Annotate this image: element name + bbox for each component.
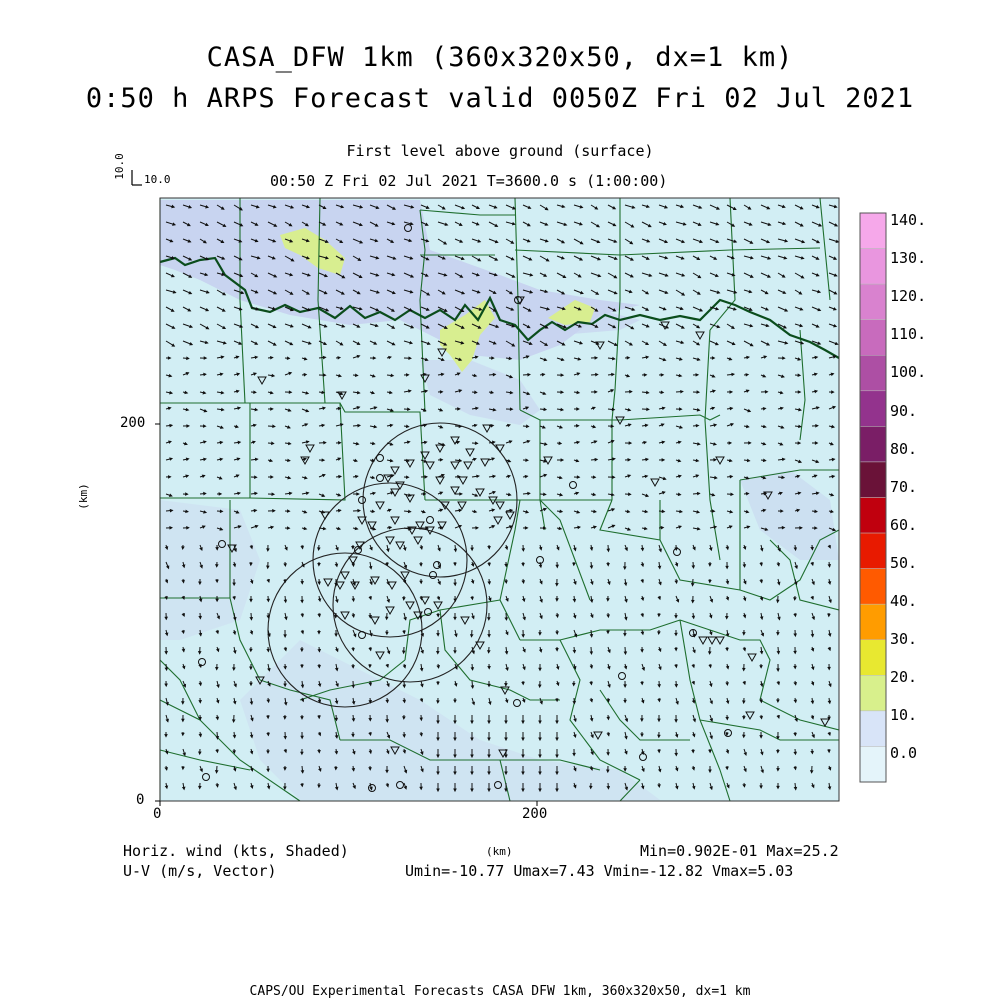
wind-vector-head <box>577 408 579 410</box>
wind-vector-head <box>777 786 779 788</box>
colorbar-label: 100. <box>890 363 927 382</box>
wind-vector-head <box>454 651 456 653</box>
wind-vector-head <box>556 789 558 791</box>
wind-vector-head <box>165 735 167 737</box>
wind-vector-head <box>199 582 201 584</box>
wind-vector-head <box>219 493 221 495</box>
colorbar-swatch <box>860 213 886 249</box>
wind-vector-head <box>271 476 273 478</box>
wind-vector-head <box>454 721 456 723</box>
wind-vector-head <box>250 667 252 669</box>
wind-vector-head <box>373 357 375 359</box>
colorbar-swatch <box>860 249 886 285</box>
wind-vector-head <box>798 442 800 444</box>
wind-vector-head <box>437 738 439 740</box>
y-tick-200: 200 <box>120 415 146 431</box>
wind-vector-head <box>488 755 490 757</box>
chart-title: CASA_DFW 1km (360x320x50, dx=1 km) <box>206 42 794 73</box>
footer-credit: CAPS/OU Experimental Forecasts CASA DFW 1km, 360x320x50, dx=1 km <box>249 984 751 999</box>
wind-vector-head <box>539 755 541 757</box>
wind-vector-head <box>386 632 388 634</box>
wind-vector-head <box>471 721 473 723</box>
x-axis-unit: (km) <box>486 845 513 858</box>
wind-vector-head <box>471 738 473 740</box>
colorbar-label: 140. <box>890 211 927 229</box>
wind-vector-head <box>454 755 456 757</box>
wind-vector-head <box>458 408 460 410</box>
wind-vector-head <box>798 391 800 393</box>
colorbar-swatch <box>860 711 886 747</box>
wind-vector-head <box>709 564 711 566</box>
wind-vector-head <box>696 374 698 376</box>
colorbar-swatch <box>860 320 886 356</box>
colorbar-label: 110. <box>890 325 927 344</box>
wind-vector-head <box>301 752 303 754</box>
wind-vector-head <box>832 391 834 393</box>
wind-vector-head <box>624 567 626 569</box>
wind-vector-head <box>726 733 728 735</box>
wind-vector-head <box>318 632 320 634</box>
wind-vector-head <box>525 527 527 529</box>
wind-vector-head <box>322 459 324 461</box>
wind-vector-head <box>539 789 541 791</box>
y-axis-unit: (km) <box>76 483 90 510</box>
y-tick-0: 0 <box>136 792 145 808</box>
wind-vector-head <box>492 357 494 359</box>
wind-vector-head <box>471 755 473 757</box>
wind-vector-head <box>709 770 711 772</box>
colorbar <box>860 213 886 782</box>
vector-key <box>132 170 142 185</box>
colorbar-swatch <box>860 426 886 462</box>
wind-vector-head <box>423 493 425 495</box>
wind-vector-head <box>624 685 626 687</box>
colorbar-label: 120. <box>890 287 927 306</box>
wind-vector-head <box>437 789 439 791</box>
wind-vector-head <box>522 789 524 791</box>
wind-vector-head <box>777 737 779 739</box>
wind-vector-head <box>471 789 473 791</box>
wind-vector-head <box>471 772 473 774</box>
wind-vector-head <box>815 527 817 529</box>
wind-vector-head <box>301 665 303 667</box>
wind-vector-head <box>437 755 439 757</box>
chart-subtitle: 0:50 h ARPS Forecast valid 0050Z Fri 02 Jul 2021 <box>85 83 915 114</box>
wind-vector-head <box>488 738 490 740</box>
wind-vector-head <box>335 634 337 636</box>
colorbar-swatch <box>860 533 886 569</box>
colorbar-swatch <box>860 462 886 498</box>
wind-vector-head <box>624 769 626 771</box>
wind-vector-head <box>505 738 507 740</box>
wind-vector-head <box>539 738 541 740</box>
wind-vector-head <box>204 357 206 359</box>
wind-vector-head <box>556 721 558 723</box>
colorbar-swatch <box>860 604 886 640</box>
wind-vector-head <box>607 770 609 772</box>
wind-vector-head <box>488 618 490 620</box>
wind-vector-head <box>488 721 490 723</box>
wind-vector-head <box>641 734 643 736</box>
wind-vector-head <box>539 721 541 723</box>
wind-vector-head <box>749 442 751 444</box>
colorbar-label: 0.0 <box>890 744 918 763</box>
wind-vector-head <box>675 616 677 618</box>
wind-vector-head <box>556 772 558 774</box>
colorbar-label: 80. <box>890 439 918 458</box>
wind-vector-head <box>284 787 286 789</box>
wind-vector-head <box>488 772 490 774</box>
colorbar-label: 130. <box>890 249 927 268</box>
x-tick-200: 200 <box>522 806 548 822</box>
colorbar-swatch <box>860 498 886 534</box>
wind-vector-head <box>284 635 286 637</box>
wind-vector-head <box>352 547 354 549</box>
wind-vector-head <box>607 631 609 633</box>
level-label: First level above ground (surface) <box>346 142 654 160</box>
x-tick-0: 0 <box>153 806 162 822</box>
wind-vector-head <box>488 789 490 791</box>
wind-vector-head <box>777 700 779 702</box>
wind-vector-head <box>510 408 512 410</box>
wind-vector-head <box>781 510 783 512</box>
wind-vector-head <box>624 634 626 636</box>
colorbar-label: 10. <box>890 706 918 725</box>
colorbar-swatch <box>860 675 886 711</box>
wind-vector-head <box>561 459 563 461</box>
wind-vector-head <box>454 617 456 619</box>
wind-vector-head <box>284 684 286 686</box>
uv-stats-label: Umin=-10.77 Umax=7.43 Vmin=-12.82 Vmax=5.03 <box>405 862 794 880</box>
wind-vector-head <box>437 682 439 684</box>
wind-vector-head <box>522 755 524 757</box>
wind-vector-head <box>760 786 762 788</box>
wind-vector-head <box>629 442 631 444</box>
wind-vector-head <box>437 772 439 774</box>
wind-vector-head <box>168 357 170 359</box>
wind-vector-head <box>267 751 269 753</box>
wind-vector-head <box>539 668 541 670</box>
wind-vector-head <box>454 789 456 791</box>
colorbar-label: 90. <box>890 401 918 420</box>
wind-vector-head <box>454 738 456 740</box>
wind-vector-head <box>815 442 817 444</box>
wind-vector-head <box>454 772 456 774</box>
wind-vector-head <box>760 666 762 668</box>
min-max-label: Min=0.902E-01 Max=25.2 <box>640 842 839 860</box>
colorbar-swatch <box>860 284 886 320</box>
wind-vector-head <box>658 719 660 721</box>
wind-vector-head <box>182 719 184 721</box>
vector-field-label: U-V (m/s, Vector) <box>123 862 277 880</box>
colorbar-label: 30. <box>890 630 918 649</box>
shaded-field-label: Horiz. wind (kts, Shaded) <box>123 842 349 860</box>
wind-vector-head <box>454 700 456 702</box>
wind-vector-head <box>641 719 643 721</box>
wind-vector-head <box>573 753 575 755</box>
wind-vector-head <box>712 357 714 359</box>
colorbar-label: 20. <box>890 668 918 687</box>
wind-vector-head <box>675 720 677 722</box>
vector-key-vertical-label: 10.0 <box>112 153 126 180</box>
wind-vector-head <box>437 652 439 654</box>
colorbar-label: 70. <box>890 477 918 496</box>
colorbar-label: 50. <box>890 553 918 572</box>
wind-vector-head <box>522 721 524 723</box>
colorbar-swatch <box>860 355 886 391</box>
wind-vector-head <box>556 738 558 740</box>
wind-vector-head <box>675 648 677 650</box>
wind-vector-head <box>182 702 184 704</box>
wind-vector-head <box>624 700 626 702</box>
wind-vector-head <box>471 548 473 550</box>
wind-vector-head <box>522 738 524 740</box>
wind-vector-head <box>539 772 541 774</box>
wind-vector-head <box>216 599 218 601</box>
colorbar-swatch <box>860 640 886 676</box>
wind-vector-head <box>505 789 507 791</box>
colorbar-swatch <box>860 391 886 427</box>
wind-vector-head <box>505 755 507 757</box>
colorbar-swatch <box>860 569 886 605</box>
wind-vector-head <box>250 683 252 685</box>
wind-vector-head <box>595 391 597 393</box>
wind-vector-head <box>675 633 677 635</box>
wind-vector-head <box>357 493 359 495</box>
valid-time-label: 00:50 Z Fri 02 Jul 2021 T=3600.0 s (1:00:00) <box>270 172 668 190</box>
wind-vector-head <box>488 635 490 637</box>
wind-vector-head <box>386 770 388 772</box>
wind-vector-head <box>662 459 664 461</box>
colorbar-label: 60. <box>890 515 918 534</box>
wind-vector-head <box>233 583 235 585</box>
wind-vector-head <box>488 684 490 686</box>
colorbar-label: 40. <box>890 592 918 611</box>
colorbar-swatch <box>860 746 886 782</box>
wind-vector-head <box>437 721 439 723</box>
vector-key-horizontal-label: 10.0 <box>144 173 171 186</box>
wind-vector-head <box>556 755 558 757</box>
wind-vector-head <box>522 772 524 774</box>
wind-vector-head <box>301 736 303 738</box>
wind-vector-head <box>301 717 303 719</box>
wind-vector-head <box>505 772 507 774</box>
wind-vector-head <box>765 391 767 393</box>
wind-vector-head <box>726 566 728 568</box>
wind-vector-head <box>301 649 303 651</box>
wind-vector-head <box>760 736 762 738</box>
wind-vector-head <box>505 721 507 723</box>
wind-vector-head <box>250 599 252 601</box>
